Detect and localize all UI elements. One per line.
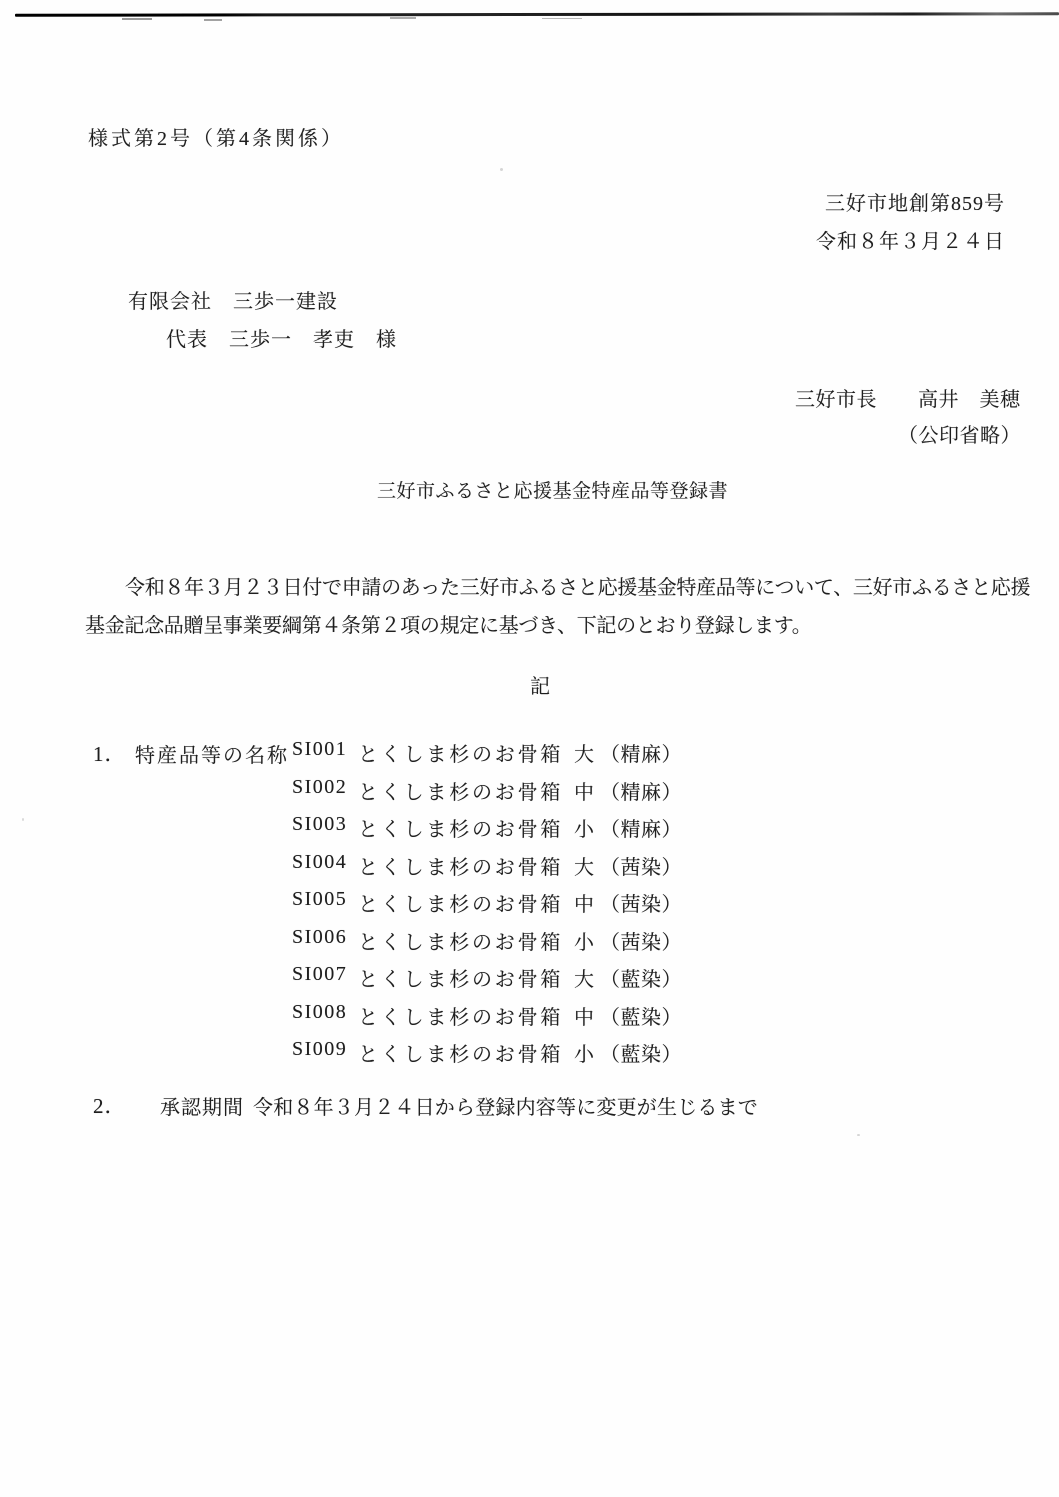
item-row [292, 738, 682, 776]
item-variant: （精麻） [600, 819, 682, 842]
scan-speck [390, 17, 416, 19]
item-size: 小 [574, 1044, 594, 1067]
scan-speck [204, 19, 222, 21]
item-name: とくしま杉のお骨箱 [358, 1006, 564, 1029]
item-code: SI003 [292, 813, 348, 836]
recipient-representative: 代表 三歩一 孝吏 様 [166, 328, 397, 351]
item-code: SI002 [292, 775, 348, 798]
item-variant: （茜染） [600, 931, 682, 954]
item-row [292, 926, 682, 964]
item-variant: （精麻） [600, 781, 682, 804]
item-name: とくしま杉のお骨箱 [358, 744, 564, 766]
item-size: 中 [574, 781, 594, 804]
form-number-label: 様式第2号（第4条関係） [88, 128, 344, 150]
item-row [292, 963, 682, 1001]
item-code: SI009 [292, 1038, 348, 1061]
item-name: とくしま杉のお骨箱 [358, 969, 564, 992]
section-2-number: 2． [93, 1094, 127, 1118]
document-date: 令和８年３月２４日 [816, 231, 1005, 253]
item-name: とくしま杉のお骨箱 [358, 931, 564, 954]
item-size: 中 [574, 1006, 594, 1029]
item-name: とくしま杉のお骨箱 [358, 781, 564, 804]
item-code: SI006 [292, 925, 348, 948]
item-row [292, 1001, 682, 1039]
item-variant: （藍染） [600, 1044, 682, 1067]
scan-speck [22, 818, 24, 821]
item-variant: （茜染） [600, 856, 682, 879]
item-name: とくしま杉のお骨箱 [358, 1044, 564, 1067]
record-marker: 記 [530, 676, 550, 698]
item-name: とくしま杉のお骨箱 [358, 856, 564, 879]
item-size: 大 [574, 744, 594, 766]
product-item-list [292, 738, 682, 1076]
item-variant: （藍染） [600, 1006, 682, 1029]
item-size: 中 [574, 894, 594, 917]
item-size: 小 [574, 819, 594, 842]
item-name: とくしま杉のお骨箱 [358, 894, 564, 917]
item-row [292, 813, 682, 851]
item-row [292, 776, 682, 814]
item-size: 大 [574, 969, 594, 992]
scan-speck [542, 18, 582, 19]
section-1-number: 1． [93, 742, 127, 766]
body-paragraph-line: 令和８年３月２３日付で申請のあった三好市ふるさと応援基金特産品等について、三好市ふるさと応援 [125, 577, 1031, 599]
recipient-block [128, 284, 397, 359]
scan-speck [122, 18, 152, 20]
item-variant: （藍染） [600, 969, 682, 992]
recipient-company: 有限会社 三歩一建設 [128, 291, 338, 313]
item-code: SI007 [292, 963, 348, 986]
official-seal-omitted-note: （公印省略） [898, 425, 1021, 447]
item-code: SI008 [292, 1000, 348, 1023]
item-code: SI005 [292, 888, 348, 911]
document-meta-block [816, 185, 1005, 261]
document-title: 三好市ふるさと応援基金特産品等登録書 [377, 481, 729, 502]
scan-artifact-line [15, 12, 1059, 16]
item-name: とくしま杉のお骨箱 [358, 819, 564, 842]
item-row [292, 1038, 682, 1076]
body-paragraph [85, 570, 1031, 645]
item-code: SI001 [292, 738, 348, 760]
issuer-mayor-name: 三好市長 高井 美穂 [795, 389, 1021, 411]
scan-speck [857, 1134, 860, 1136]
section-1-label: 特産品等の名称 [135, 745, 289, 767]
body-paragraph-line: 基金記念品贈呈事業要綱第４条第２項の規定に基づき、下記のとおり登録します。 [85, 614, 812, 637]
scan-speck [500, 168, 503, 171]
item-variant: （茜染） [600, 894, 682, 917]
item-row [292, 851, 682, 889]
item-size: 大 [574, 856, 594, 879]
item-code: SI004 [292, 850, 348, 873]
item-size: 小 [574, 931, 594, 954]
document-number: 三好市地創第859号 [825, 193, 1005, 215]
item-variant: （精麻） [600, 744, 682, 766]
item-row [292, 888, 682, 926]
section-2-text: 令和８年３月２４日から登録内容等に変更が生じるまで [253, 1097, 758, 1119]
section-2-label: 承認期間 [160, 1097, 244, 1119]
